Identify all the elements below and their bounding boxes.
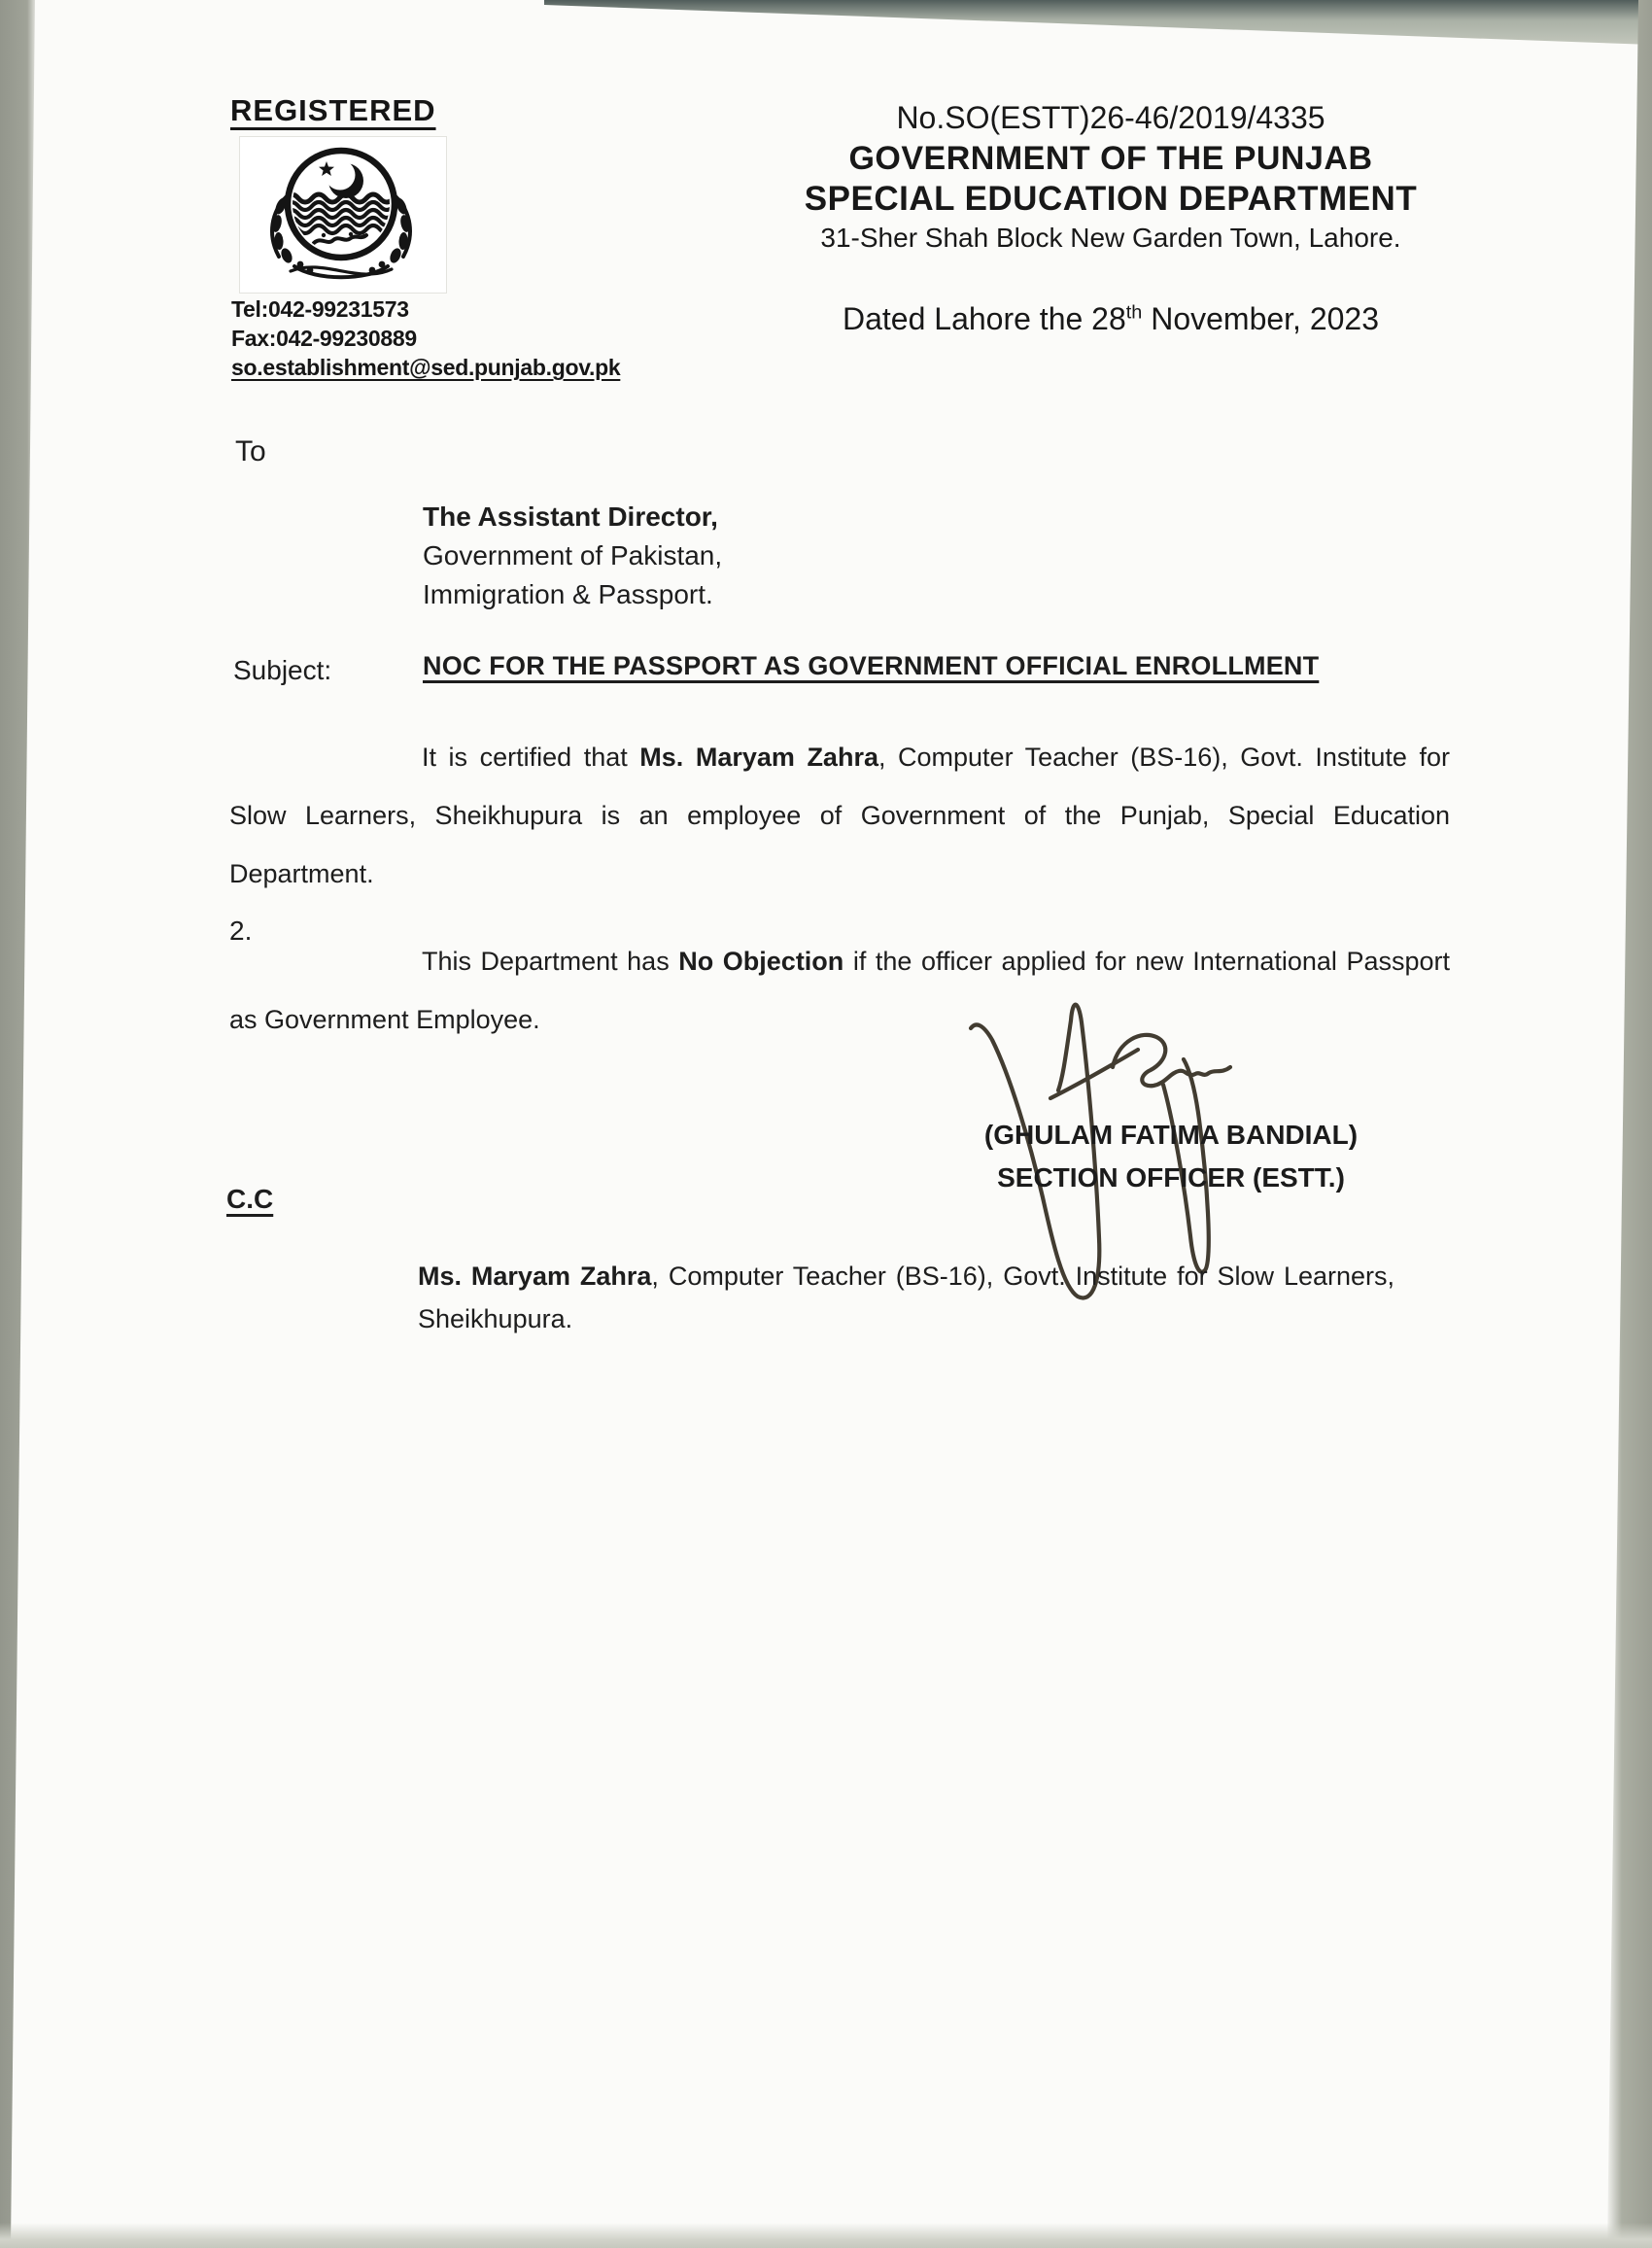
department-address: 31-Sher Shah Block New Garden Town, Lahore.	[820, 223, 1401, 253]
reference-number: No.SO(ESTT)26-46/2019/4335	[896, 100, 1325, 135]
letterhead-right	[790, 97, 1431, 337]
body-paragraph-2	[229, 932, 1450, 1049]
punjab-government-crest-icon	[256, 142, 430, 288]
cc-recipient-rest: , Computer Teacher (BS-16), Govt. Institute for Slow Learners, Sheikhupura.	[418, 1262, 1395, 1333]
para1-text: , Computer Teacher (BS-16), Govt. Institute for Slow Learners, Sheikhupura is an employee of Government of the Punjab, Special Education Department.	[229, 743, 1450, 888]
signatory-name: (GHULAM FATIMA BANDIAL)	[983, 1120, 1359, 1150]
letter-date	[790, 301, 1431, 337]
addressee-line: Immigration & Passport.	[423, 579, 713, 609]
addressee-line: Government of Pakistan,	[423, 540, 723, 571]
addressee-block	[423, 498, 722, 614]
date-ordinal: th	[1125, 301, 1143, 324]
subject-label: Subject:	[233, 655, 332, 685]
letterhead-contact	[231, 294, 620, 382]
date-prefix: Dated Lahore the 28	[842, 301, 1126, 336]
para2-text: if the officer applied for new International Passport as Government Employee.	[229, 947, 1451, 1034]
government-title: GOVERNMENT OF THE PUNJAB	[848, 140, 1373, 177]
scan-edge-right	[1605, 0, 1652, 2248]
paragraph-number: 2.	[229, 916, 253, 946]
signatory-block	[928, 1114, 1414, 1199]
logo-box	[239, 136, 447, 294]
cc-recipient-name: Ms. Maryam Zahra	[418, 1262, 652, 1291]
para2-text: This Department has	[422, 947, 679, 976]
email-line: so.establishment@sed.punjab.gov.pk	[231, 355, 621, 380]
para2-no-objection: No Objection	[678, 947, 844, 976]
subject-text: NOC FOR THE PASSPORT AS GOVERNMENT OFFICIAL ENROLLMENT	[423, 651, 1320, 680]
scan-edge-left	[0, 0, 39, 2248]
registered-label: REGISTERED	[230, 93, 436, 127]
date-suffix: November, 2023	[1142, 301, 1380, 336]
scan-edge-bottom	[0, 2223, 1652, 2248]
scan-edge-top	[544, 0, 1652, 45]
addressee-line: The Assistant Director,	[423, 501, 718, 532]
signatory-title: SECTION OFFICER (ESTT.)	[997, 1162, 1345, 1193]
body-paragraph-1	[229, 728, 1450, 903]
fax-line: Fax:042-99230889	[231, 326, 417, 351]
para1-employee-name: Ms. Maryam Zahra	[639, 743, 878, 772]
department-title: SPECIAL EDUCATION DEPARTMENT	[804, 180, 1418, 218]
cc-recipient	[418, 1255, 1394, 1340]
para1-text: It is certified that	[422, 743, 640, 772]
cc-label: C.C	[226, 1184, 274, 1214]
salutation: To	[235, 435, 266, 467]
tel-line: Tel:042-99231573	[231, 296, 409, 322]
